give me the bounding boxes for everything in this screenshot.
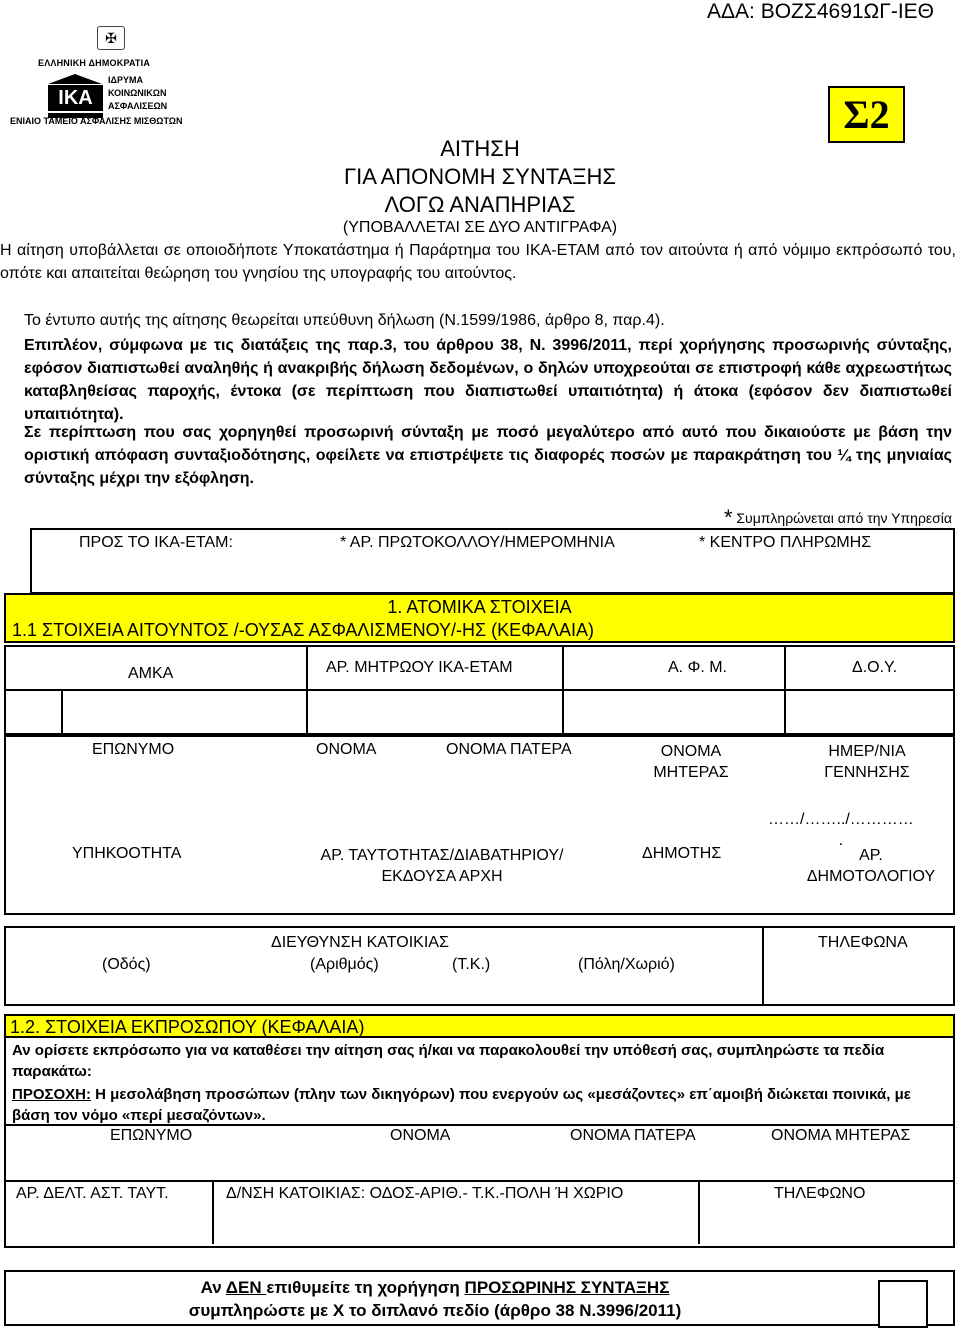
provisional-pension-line1: Αν ΔΕΝ επιθυμείτε τη χορήγηση ΠΡΟΣΩΡΙΝΗΣ ΣΥΝΤΑΞΗΣ <box>200 1278 670 1297</box>
rep-address-label: Δ/ΝΣΗ ΚΑΤΟΙΚΙΑΣ: ΟΔΟΣ-ΑΡΙΘ.- Τ.Κ.-ΠΟΛΗ Ή ΧΩΡΙΟ <box>226 1185 624 1202</box>
surname-label: ΕΠΩΝΥΜΟ <box>92 741 175 758</box>
title-line1: ΑΙΤΗΣΗ <box>440 136 520 161</box>
representative-instructions: Αν ορίσετε εκπρόσωπο για να καταθέσει την αίτηση σας ή/και να παρακολουθεί την υπόθεσή σας, συμπληρώστε τα πεδία παρακάτω: <box>12 1042 885 1080</box>
title-line2: ΓΙΑ ΑΠΟΝΟΜΗ ΣΥΝΤΑΞΗΣ <box>343 164 616 189</box>
title-line3: ΛΟΓΩ ΑΝΑΠΗΡΙΑΣ <box>384 192 576 217</box>
rep-mother-label: ΟΝΟΜΑ ΜΗΤΕΡΑΣ <box>771 1127 911 1144</box>
logo-republic: ΕΛΛΗΝΙΚΗ ΔΗΜΟΚΡΑΤΙΑ <box>38 58 151 68</box>
section11-title: 1.1 ΣΤΟΙΧΕΙΑ ΑΙΤΟΥΝΤΟΣ /-ΟΥΣΑΣ ΑΣΦΑΛΙΣΜΕΝΟΥ/-ΗΣ (ΚΕΦΑΛΑΙΑ) <box>12 620 595 640</box>
citizenship-label: ΥΠΗΚΟΟΤΗΤΑ <box>72 845 182 862</box>
doy-label: Δ.Ο.Υ. <box>852 659 898 676</box>
rep-id-label: ΑΡ. ΔΕΛΤ. ΑΣΤ. ΤΑΥΤ. <box>16 1185 169 1202</box>
provisional-pension-box <box>4 1270 955 1326</box>
ika-logo <box>10 22 215 127</box>
id-document-label: ΑΡ. ΤΑΥΤΟΤΗΤΑΣ/ΔΙΑΒΑΤΗΡΙΟΥ/ ΕΚΔΟΥΣΑ ΑΡΧΗ <box>320 847 564 885</box>
section1-header <box>4 593 955 643</box>
municipal-registry-label: ΑΡ. ΔΗΜΟΤΟΛΟΓΙΟΥ <box>806 847 936 885</box>
protocol-label: * ΑΡ. ΠΡΩΤΟΚΟΛΛΟΥ/ΗΜΕΡΟΜΗΝΙΑ <box>340 534 615 551</box>
representative-warning: ΠΡΟΣΟΧΗ: Η μεσολάβηση προσώπων (πλην των δικηγόρων) που ενεργούν ως «μεσάζοντες» επ΄αμοιβή διώκεται ποινικά, με βάση τον νόμο «περί μεσαζόντων». <box>12 1086 911 1124</box>
address-label: ΔΙΕΥΘΥΝΣΗ ΚΑΤΟΙΚΙΑΣ <box>271 934 449 951</box>
representative-intro <box>4 1038 955 1126</box>
intro-paragraph-1: Η αίτηση υποβάλλεται σε οποιοδήποτε Υποκατάστημα ή Παράρτημα του ΙΚΑ-ΕΤΑΜ από τον αιτούντα ή από νόμιμο εκπρόσωπό του, οπότε και απαιτείται θεώρηση του γνησίου της υπογραφής του αιτούντος. <box>0 242 956 282</box>
intro-paragraph-3: Επιπλέον, σύμφωνα με τις διατάξεις της παρ.3, του άρθρου 38, Ν. 3996/2011, περί χορήγησης προσωρινής σύνταξης, εφόσον διαπιστωθεί αναληθής ή ανακριβής δήλωση δεδομένων, ο δηλών υποχρεούται σε επιστροφή κάθε αχρεωστήτως καταβληθείσας παροχής, έντοκα (σε περίπτωση που διαπιστωθεί υπαιτιότητα) ή άτοκα (εφόσον δεν διαπιστωθεί υπαιτιότητα). <box>24 337 952 423</box>
rep-phone-label: ΤΗΛΕΦΩΝΟ <box>774 1185 866 1202</box>
rep-name-label: ΟΝΟΜΑ <box>390 1127 451 1144</box>
logo-subtitle: ΙΔΡΥΜΑ ΚΟΙΝΩΝΙΚΩΝ ΑΣΦΑΛΙΣΕΩΝ <box>108 75 168 111</box>
provisional-pension-checkbox[interactable] <box>878 1280 928 1328</box>
ika-mark-icon <box>48 74 103 122</box>
section12-title: 1.2. ΣΤΟΙΧΕΙΑ ΕΚΠΡΟΣΩΠΟΥ (ΚΕΦΑΛΑΙΑ) <box>10 1017 365 1037</box>
address-block[interactable] <box>4 926 955 1006</box>
title-subtitle: (ΥΠΟΒΑΛΛΕΤΑΙ ΣΕ ΔΥΟ ΑΝΤΙΓΡΑΦΑ) <box>342 219 618 236</box>
insurance-ids-input-row[interactable] <box>4 689 955 735</box>
registry-label: ΑΡ. ΜΗΤΡΩΟΥ ΙΚΑ-ΕΤΑΜ <box>326 659 513 676</box>
service-note: * Συμπληρώνεται από την Υπηρεσία <box>723 505 952 530</box>
name-label: ΟΝΟΜΑ <box>316 741 377 758</box>
rep-father-label: ΟΝΟΜΑ ΠΑΤΕΡΑ <box>570 1127 696 1144</box>
municipality-label: ΔΗΜΟΤΗΣ <box>642 845 722 862</box>
ika-mark-text: ΙΚΑ <box>48 85 103 111</box>
phones-label: ΤΗΛΕΦΩΝΑ <box>818 934 908 951</box>
amka-label: ΑΜΚΑ <box>128 665 174 682</box>
birth-date-placeholder: ……/……../………… . <box>768 811 914 849</box>
street-number-label: (Αριθμός) <box>310 956 379 973</box>
father-name-label: ΟΝΟΜΑ ΠΑΤΕΡΑ <box>446 741 572 758</box>
section1-title: 1. ΑΤΟΜΙΚΑ ΣΤΟΙΧΕΙΑ <box>387 597 572 617</box>
representative-contact-row[interactable] <box>4 1182 955 1248</box>
to-ika-label: ΠΡΟΣ ΤΟ ΙΚΑ-ΕΤΑΜ: <box>79 534 233 551</box>
section12-header <box>4 1014 955 1038</box>
service-box <box>30 528 955 594</box>
street-label: (Οδός) <box>102 956 151 973</box>
personal-details-block[interactable] <box>4 735 955 915</box>
mother-name-label: ΟΝΟΜΑ ΜΗΤΕΡΑΣ <box>653 743 729 781</box>
provisional-pension-line2: συμπληρώστε με Χ το διπλανό πεδίο (άρθρο 38 Ν.3996/2011) <box>188 1301 682 1320</box>
insurance-ids-row <box>4 645 955 691</box>
birth-date-label: ΗΜΕΡ/ΝΙΑ ΓΕΝΝΗΣΗΣ <box>824 743 910 781</box>
coat-of-arms-icon: ✠ <box>97 26 125 50</box>
intro-paragraph-2: Το έντυπο αυτής της αίτησης θεωρείται υπεύθυνη δήλωση (Ν.1599/1986, άρθρο 8, παρ.4). <box>24 312 665 329</box>
city-label: (Πόλη/Χωριό) <box>578 956 675 973</box>
ada-code: ΑΔΑ: ΒΟΖΣ4691ΩΓ-ΙΕΘ <box>706 0 934 23</box>
payment-center-label: * ΚΕΝΤΡΟ ΠΛΗΡΩΜΗΣ <box>699 534 872 551</box>
postal-code-label: (Τ.Κ.) <box>452 956 491 973</box>
afm-label: Α. Φ. Μ. <box>668 659 727 676</box>
representative-names-row[interactable] <box>4 1124 955 1182</box>
form-code-badge: Σ2 <box>828 86 905 143</box>
logo-footer: ΕΝΙΑΙΟ ΤΑΜΕΙΟ ΑΣΦΑΛΙΣΗΣ ΜΙΣΘΩΤΩΝ <box>10 116 183 126</box>
rep-surname-label: ΕΠΩΝΥΜΟ <box>110 1127 193 1144</box>
intro-paragraph-4: Σε περίπτωση που σας χορηγηθεί προσωρινή σύνταξη με ποσό μεγαλύτερο από αυτό που δικαιούστε με βάση την οριστική απόφαση συνταξιοδότησης, οφείλετε να επιστρέψετε τις διαφορές ποσών με παρακράτηση του ¼ της μηνιαίας σύνταξης μέχρι την εξόφληση. <box>24 424 952 487</box>
